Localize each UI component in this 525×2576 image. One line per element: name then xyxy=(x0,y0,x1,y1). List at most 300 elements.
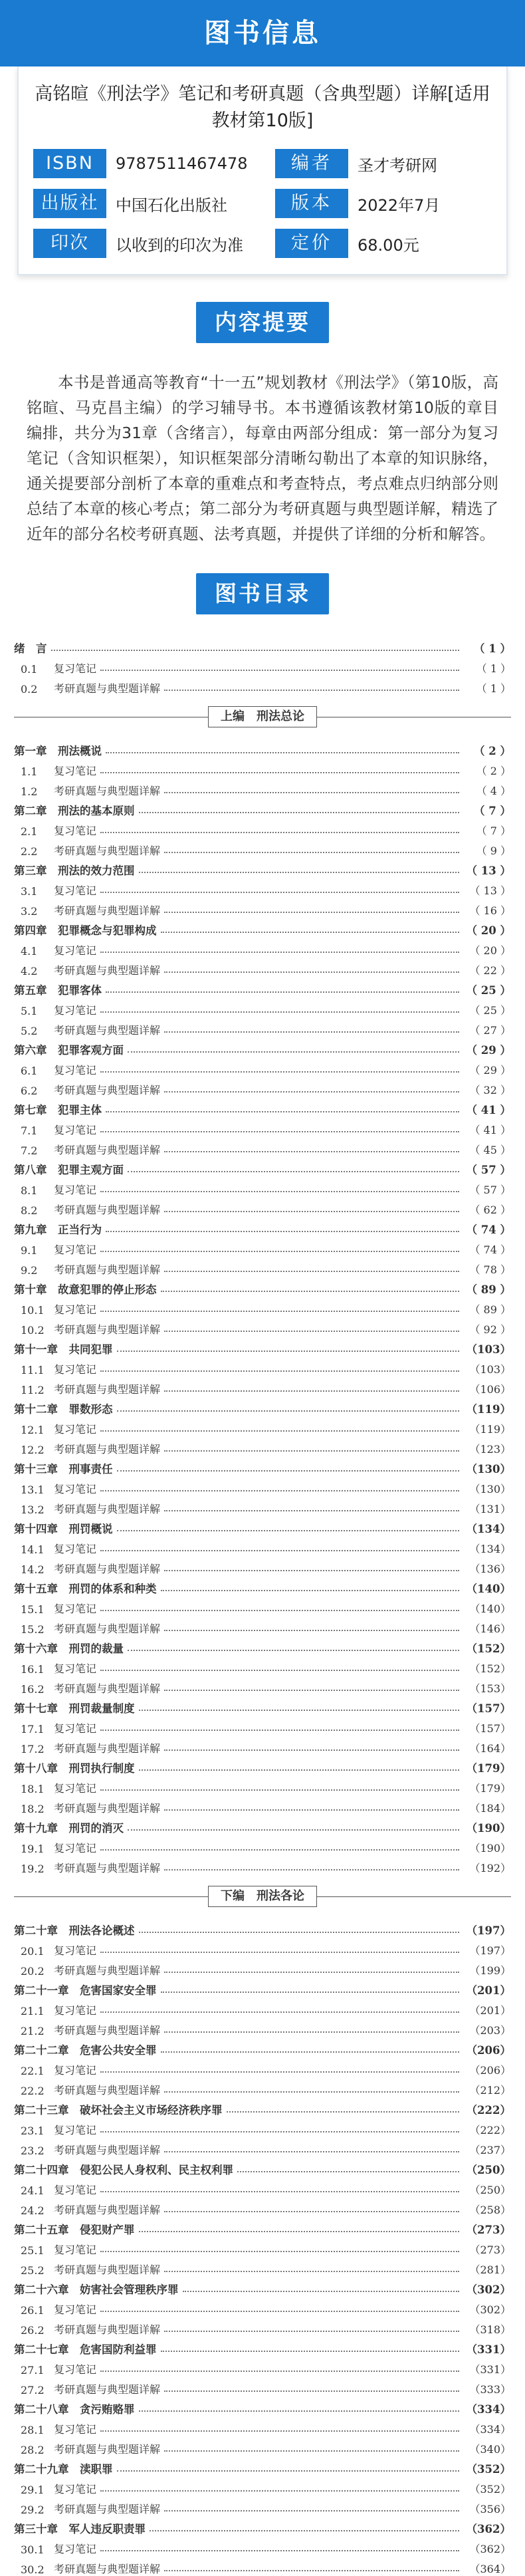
toc-entry-number: 7.1 xyxy=(21,1124,38,1137)
toc-leader-dots xyxy=(100,772,459,773)
toc-section-row[interactable] xyxy=(14,2536,511,2556)
toc-leader-dots xyxy=(100,670,459,671)
toc-section-row[interactable] xyxy=(14,958,511,977)
info-row-isbn xyxy=(33,149,492,178)
toc-entry-number: 11.1 xyxy=(21,1364,45,1376)
toc-entry-title: 复习笔记 xyxy=(54,2124,97,2136)
toc-section-row[interactable] xyxy=(14,2476,511,2496)
toc-chapter-row[interactable] xyxy=(14,1516,511,1536)
toc-entry-number: 第一章 xyxy=(14,745,47,757)
toc-section-row[interactable] xyxy=(14,656,511,676)
toc-page-number: （318） xyxy=(469,2323,511,2336)
toc-section-row[interactable] xyxy=(14,1017,511,1037)
toc-leader-dots xyxy=(139,2231,460,2232)
toc-section-row[interactable] xyxy=(14,1997,511,2017)
toc-entry-title: 考研真题与典型题详解 xyxy=(54,844,161,857)
toc-chapter-row[interactable] xyxy=(14,1815,511,1835)
toc-entry-title: 复习笔记 xyxy=(54,2004,97,2017)
toc-entry-title: 复习笔记 xyxy=(54,2303,97,2316)
toc-chapter-row[interactable] xyxy=(14,1217,511,1237)
toc-chapter-row[interactable] xyxy=(14,977,511,997)
toc-entry-number: 29.1 xyxy=(21,2484,45,2496)
toc-section-row[interactable] xyxy=(14,2556,511,2576)
toc-leader-dots xyxy=(164,1331,459,1332)
toc-entry-title: 复习笔记 xyxy=(54,825,97,837)
toc-entry-title: 复习笔记 xyxy=(54,2483,97,2496)
toc-entry-number: 17.1 xyxy=(21,1723,45,1736)
toc-entry-title: 复习笔记 xyxy=(54,1363,97,1376)
toc-section-row[interactable] xyxy=(14,2177,511,2197)
toc-leader-dots xyxy=(100,1550,459,1551)
toc-entry-number: 20.2 xyxy=(21,1965,45,1978)
toc-leader-dots xyxy=(100,2011,459,2013)
toc-chapter-row[interactable] xyxy=(14,2456,511,2476)
part-2-title: 下编 刑法各论 xyxy=(208,1886,317,1907)
toc-page-number: （ 74 ） xyxy=(466,1224,511,1236)
toc-leader-dots xyxy=(128,1650,459,1651)
toc-chapter-row[interactable] xyxy=(14,2217,511,2237)
toc-page-number: （201） xyxy=(466,1984,511,1997)
toc-chapter-row[interactable] xyxy=(14,2516,511,2536)
toc-page-number: （258） xyxy=(469,2204,511,2216)
toc-section-row[interactable] xyxy=(14,1775,511,1795)
toc-page-number: （222） xyxy=(469,2124,511,2136)
toc-section-row[interactable] xyxy=(14,878,511,898)
toc-page-number: （ 16 ） xyxy=(469,904,511,917)
toc-chapter-row[interactable] xyxy=(14,1978,511,1997)
toc-section-row[interactable] xyxy=(14,1197,511,1217)
toc-section-row[interactable] xyxy=(14,1317,511,1337)
toc-entry-title: 复习笔记 xyxy=(54,1782,97,1795)
toc-entry-number: 27.2 xyxy=(21,2384,45,2396)
toc-section-row[interactable] xyxy=(14,997,511,1017)
toc-entry-number: 第二十章 xyxy=(14,1924,58,1937)
toc-chapter-row[interactable] xyxy=(14,2037,511,2057)
toc-entry-number: 12.2 xyxy=(21,1444,45,1456)
toc-section-row[interactable] xyxy=(14,1736,511,1755)
toc-entry-number: 26.2 xyxy=(21,2324,45,2337)
toc-entry-number: 0.2 xyxy=(21,683,38,696)
toc-part2-section xyxy=(14,1918,511,2576)
toc-leader-dots xyxy=(117,1530,460,1531)
toc-page-number: （ 20 ） xyxy=(469,944,511,957)
toc-page-number: （ 57 ） xyxy=(466,1164,511,1176)
toc-entry-number: 13.1 xyxy=(21,1483,45,1496)
toc-section-row[interactable] xyxy=(14,1556,511,1576)
toc-section-row[interactable] xyxy=(14,1356,511,1376)
toc-page-number: （340） xyxy=(469,2443,511,2456)
toc-section-row[interactable] xyxy=(14,1958,511,1978)
toc-page-number: （331） xyxy=(469,2363,511,2376)
toc-section-row[interactable] xyxy=(14,1257,511,1277)
toc-page-number: （134） xyxy=(466,1523,511,1535)
toc-section-row[interactable] xyxy=(14,1177,511,1197)
toc-leader-dots xyxy=(100,1011,459,1013)
toc-leader-dots xyxy=(164,2031,459,2033)
toc-page-number: （334） xyxy=(466,2403,511,2416)
toc-section-row[interactable] xyxy=(14,2077,511,2097)
edition-label: 版本 xyxy=(275,189,348,218)
toc-leader-dots xyxy=(100,2371,459,2372)
toc-entry-number: 15.1 xyxy=(21,1603,45,1616)
toc-entry-title: 刑罚执行制度 xyxy=(58,1762,135,1775)
toc-entry-title: 复习笔记 xyxy=(54,662,97,675)
toc-entry-number: 2.2 xyxy=(21,845,38,858)
toc-chapter-row[interactable] xyxy=(14,636,511,656)
toc-page-number: （ 25 ） xyxy=(466,984,511,997)
toc-section-row[interactable] xyxy=(14,676,511,696)
toc-leader-dots xyxy=(128,1171,459,1172)
toc-section-row[interactable] xyxy=(14,1616,511,1636)
toc-page-number: （179） xyxy=(466,1762,511,1775)
toc-entry-title: 刑法各论概述 xyxy=(58,1924,135,1937)
toc-page-number: （ 32 ） xyxy=(469,1084,511,1096)
toc-entry-number: 23.2 xyxy=(21,2144,45,2157)
toc-entry-number: 第七章 xyxy=(14,1104,47,1116)
toc-section-row[interactable] xyxy=(14,1117,511,1137)
toc-section-row[interactable] xyxy=(14,1297,511,1317)
toc-chapter-row[interactable] xyxy=(14,1337,511,1356)
toc-page-number: （237） xyxy=(469,2144,511,2156)
toc-entry-number: 5.2 xyxy=(21,1025,38,1037)
table-of-contents xyxy=(14,636,511,2576)
toc-chapter-row[interactable] xyxy=(14,1755,511,1775)
toc-leader-dots xyxy=(164,2091,459,2093)
toc-entry-number: 第二十九章 xyxy=(14,2463,69,2476)
toc-entry-number: 11.2 xyxy=(21,1384,45,1396)
toc-section-row[interactable] xyxy=(14,838,511,858)
toc-chapter-row[interactable] xyxy=(14,2097,511,2117)
toc-entry-title: 破坏社会主义市场经济秩序罪 xyxy=(68,2104,223,2117)
toc-section-row[interactable] xyxy=(14,1536,511,1556)
toc-page-number: （ 57 ） xyxy=(469,1184,511,1196)
toc-entry-number: 4.2 xyxy=(21,965,38,977)
toc-leader-dots xyxy=(161,1291,460,1292)
toc-entry-number: 16.1 xyxy=(21,1663,45,1676)
toc-entry-number: 第二十二章 xyxy=(14,2044,69,2057)
toc-section-row[interactable] xyxy=(14,2416,511,2436)
toc-leader-dots xyxy=(164,1869,459,1870)
toc-leader-dots xyxy=(161,932,460,933)
toc-entry-title: 危害国家安全罪 xyxy=(68,1984,157,1997)
toc-chapter-row[interactable] xyxy=(14,918,511,938)
toc-entry-number: 第二十四章 xyxy=(14,2164,69,2176)
toc-entry-number: 29.2 xyxy=(21,2504,45,2516)
toc-page-number: （152） xyxy=(469,1662,511,1675)
toc-entry-title: 考研真题与典型题详解 xyxy=(54,2263,161,2276)
toc-section-row[interactable] xyxy=(14,2297,511,2317)
toc-section-row[interactable] xyxy=(14,2496,511,2516)
toc-chapter-row[interactable] xyxy=(14,1277,511,1297)
toc-page-number: （157） xyxy=(469,1722,511,1735)
part-divider-1 xyxy=(14,696,511,738)
toc-section-row[interactable] xyxy=(14,778,511,798)
toc-section-row[interactable] xyxy=(14,2057,511,2077)
toc-leader-dots xyxy=(164,1630,459,1631)
toc-leader-dots xyxy=(164,1151,459,1152)
toc-section-row[interactable] xyxy=(14,1596,511,1616)
toc-entry-title: 考研真题与典型题详解 xyxy=(54,1964,161,1977)
toc-page-number: （201） xyxy=(469,2004,511,2017)
toc-entry-title: 考研真题与典型题详解 xyxy=(54,2084,161,2097)
toc-section-row[interactable] xyxy=(14,898,511,918)
toc-page-number: （352） xyxy=(469,2483,511,2496)
toc-entry-title: 刑法概说 xyxy=(47,745,102,757)
toc-page-number: （ 78 ） xyxy=(469,1263,511,1276)
toc-page-number: （ 4 ） xyxy=(476,785,511,797)
toc-leader-dots xyxy=(139,872,460,873)
toc-entry-number: 第二十八章 xyxy=(14,2403,69,2416)
toc-page-number: （ 27 ） xyxy=(469,1024,511,1037)
toc-leader-dots xyxy=(106,1111,459,1112)
toc-entry-title: 复习笔记 xyxy=(54,1064,97,1077)
toc-section-row[interactable] xyxy=(14,938,511,958)
toc-entry-number: 10.2 xyxy=(21,1324,45,1337)
toc-entry-title: 渎职罪 xyxy=(68,2463,113,2476)
toc-section-row[interactable] xyxy=(14,1237,511,1257)
toc-leader-dots xyxy=(139,812,460,813)
editor-label: 编者 xyxy=(275,149,348,178)
toc-leader-dots xyxy=(100,2251,459,2252)
toc-chapter-row[interactable] xyxy=(14,1696,511,1716)
toc-entry-number: 19.1 xyxy=(21,1843,45,1855)
toc-leader-dots xyxy=(164,2570,459,2571)
toc-section-row[interactable] xyxy=(14,1057,511,1077)
toc-leader-dots xyxy=(164,1450,459,1452)
toc-leader-dots xyxy=(100,1730,459,1731)
toc-section-row[interactable] xyxy=(14,1416,511,1436)
toc-entry-title: 刑罚概说 xyxy=(58,1523,113,1535)
toc-entry-title: 刑法的效力范围 xyxy=(47,864,135,877)
toc-entry-number: 19.2 xyxy=(21,1863,45,1875)
toc-section-row[interactable] xyxy=(14,1496,511,1516)
toc-entry-title: 复习笔记 xyxy=(54,1842,97,1855)
header-banner xyxy=(0,0,525,66)
toc-leader-dots xyxy=(227,2111,460,2113)
toc-entry-title: 考研真题与典型题详解 xyxy=(54,1084,161,1096)
toc-section-row[interactable] xyxy=(14,2137,511,2157)
toc-leader-dots xyxy=(164,852,459,853)
toc-section-row[interactable] xyxy=(14,1476,511,1496)
toc-entry-title: 考研真题与典型题详解 xyxy=(54,1263,161,1276)
toc-entry-number: 5.1 xyxy=(21,1005,38,1017)
toc-chapter-row[interactable] xyxy=(14,858,511,878)
toc-section-row[interactable] xyxy=(14,1716,511,1736)
toc-section-row[interactable] xyxy=(14,2436,511,2456)
toc-entry-number: 第二十三章 xyxy=(14,2104,69,2117)
toc-page-number: （140） xyxy=(469,1603,511,1615)
toc-chapter-row[interactable] xyxy=(14,1636,511,1656)
header-title: 图书信息 xyxy=(204,18,321,49)
toc-leader-dots xyxy=(164,1749,459,1751)
toc-chapter-row[interactable] xyxy=(14,1456,511,1476)
toc-page-number: （302） xyxy=(469,2303,511,2316)
toc-entry-title: 正当行为 xyxy=(47,1224,102,1236)
toc-section-row[interactable] xyxy=(14,1676,511,1696)
toc-chapter-row[interactable] xyxy=(14,2396,511,2416)
toc-page-number: （ 9 ） xyxy=(476,844,511,857)
toc-page-number: （ 13 ） xyxy=(469,884,511,897)
toc-leader-dots xyxy=(117,1470,460,1472)
toc-leader-dots xyxy=(164,1972,459,1973)
toc-section-row[interactable] xyxy=(14,1376,511,1396)
toc-entry-number: 12.1 xyxy=(21,1424,45,1436)
toc-chapter-row[interactable] xyxy=(14,1576,511,1596)
toc-page-number: （ 20 ） xyxy=(466,924,511,937)
toc-leader-dots xyxy=(100,892,459,893)
toc-page-number: （ 2 ） xyxy=(476,765,511,777)
toc-leader-dots xyxy=(128,1829,459,1831)
toc-leader-dots xyxy=(164,971,459,973)
toc-section-row[interactable] xyxy=(14,2017,511,2037)
toc-section-row[interactable] xyxy=(14,2197,511,2217)
toc-page-number: （206） xyxy=(466,2044,511,2057)
toc-page-number: （197） xyxy=(469,1944,511,1957)
toc-section-row[interactable] xyxy=(14,2117,511,2137)
toc-entry-number: 27.1 xyxy=(21,2364,45,2377)
toc-page-number: （140） xyxy=(466,1583,511,1595)
toc-entry-number: 28.1 xyxy=(21,2424,45,2436)
toc-page-number: （130） xyxy=(469,1483,511,1495)
toc-entry-title: 考研真题与典型题详解 xyxy=(54,904,161,917)
toc-page-number: （197） xyxy=(466,1924,511,1937)
toc-entry-title: 考研真题与典型题详解 xyxy=(54,682,161,695)
toc-entry-number: 第十九章 xyxy=(14,1822,58,1835)
toc-section-row[interactable] xyxy=(14,1656,511,1676)
toc-entry-title: 危害国防利益罪 xyxy=(68,2343,157,2356)
isbn-label: ISBN xyxy=(33,149,106,178)
toc-section-row[interactable] xyxy=(14,1835,511,1855)
toc-page-number: （ 1 ） xyxy=(474,642,511,655)
toc-chapter-row[interactable] xyxy=(14,1157,511,1177)
toc-section-row[interactable] xyxy=(14,2357,511,2377)
toc-page-number: （ 41 ） xyxy=(469,1124,511,1136)
toc-section-row[interactable] xyxy=(14,1137,511,1157)
toc-section-row[interactable] xyxy=(14,818,511,838)
toc-entry-number: 6.2 xyxy=(21,1085,38,1097)
toc-entry-title: 复习笔记 xyxy=(54,2363,97,2376)
toc-entry-title: 刑罚的消灭 xyxy=(58,1822,124,1835)
toc-section-row[interactable] xyxy=(14,2377,511,2396)
toc-leader-dots xyxy=(164,2151,459,2152)
toc-leader-dots xyxy=(164,1510,459,1511)
toc-entry-number: 第十六章 xyxy=(14,1642,58,1655)
toc-page-number: （134） xyxy=(469,1543,511,1555)
toc-entry-number: 23.1 xyxy=(21,2125,45,2137)
toc-page-number: （356） xyxy=(469,2503,511,2515)
toc-entry-number: 第二十五章 xyxy=(14,2224,69,2236)
book-info-card xyxy=(17,66,508,275)
toc-page-number: （131） xyxy=(469,1503,511,1515)
toc-entry-number: 第十章 xyxy=(14,1283,47,1296)
toc-page-number: （ 25 ） xyxy=(469,1004,511,1017)
toc-leader-dots xyxy=(161,2051,460,2053)
toc-entry-title: 复习笔记 xyxy=(54,1483,97,1495)
isbn-value: 9787511467478 xyxy=(116,154,248,173)
toc-chapter-row[interactable] xyxy=(14,1097,511,1117)
toc-leader-dots xyxy=(183,2291,460,2292)
toc-entry-title: 侵犯财产罪 xyxy=(68,2224,135,2236)
toc-section-row[interactable] xyxy=(14,1938,511,1958)
toc-entry-title: 考研真题与典型题详解 xyxy=(54,1682,161,1695)
toc-entry-number: 第三章 xyxy=(14,864,47,877)
printing-label: 印次 xyxy=(33,229,106,258)
toc-section-row[interactable] xyxy=(14,2237,511,2257)
toc-page-number: （ 1 ） xyxy=(476,682,511,695)
toc-entry-title: 侵犯公民人身权利、民主权利罪 xyxy=(68,2164,233,2176)
toc-leader-dots xyxy=(106,991,459,993)
toc-entry-number: 7.2 xyxy=(21,1144,38,1157)
toc-section-row[interactable] xyxy=(14,1077,511,1097)
toc-chapter-row[interactable] xyxy=(14,2277,511,2297)
toc-entry-number: 1.2 xyxy=(21,785,38,798)
toc-chapter-row[interactable] xyxy=(14,1918,511,1938)
toc-chapter-row[interactable] xyxy=(14,1396,511,1416)
toc-page-number: （ 29 ） xyxy=(469,1064,511,1077)
toc-chapter-row[interactable] xyxy=(14,738,511,758)
toc-leader-dots xyxy=(100,2071,459,2073)
toc-entry-number: 第十三章 xyxy=(14,1463,58,1476)
toc-section-row[interactable] xyxy=(14,2257,511,2277)
toc-entry-title: 考研真题与典型题详解 xyxy=(54,1383,161,1396)
toc-chapter-row[interactable] xyxy=(14,1037,511,1057)
toc-chapter-row[interactable] xyxy=(14,798,511,818)
toc-chapter-row[interactable] xyxy=(14,2337,511,2357)
toc-entry-number: 14.1 xyxy=(21,1543,45,1556)
toc-entry-number: 10.1 xyxy=(21,1304,45,1317)
toc-page-number: （ 2 ） xyxy=(474,745,511,757)
toc-page-number: （157） xyxy=(466,1702,511,1715)
toc-section-row[interactable] xyxy=(14,1855,511,1875)
toc-entry-number: 绪 言 xyxy=(14,642,47,655)
toc-leader-dots xyxy=(100,1131,459,1132)
toc-chapter-row[interactable] xyxy=(14,2157,511,2177)
toc-section-row[interactable] xyxy=(14,2317,511,2337)
toc-section-row[interactable] xyxy=(14,1795,511,1815)
toc-entry-title: 复习笔记 xyxy=(54,944,97,957)
toc-leader-dots xyxy=(100,1370,459,1372)
toc-entry-number: 2.1 xyxy=(21,825,38,838)
toc-entry-number: 第十四章 xyxy=(14,1523,58,1535)
toc-leader-dots xyxy=(100,1430,459,1432)
toc-entry-title: 犯罪主体 xyxy=(47,1104,102,1116)
toc-section-row[interactable] xyxy=(14,758,511,778)
toc-entry-title: 复习笔记 xyxy=(54,884,97,897)
toc-leader-dots xyxy=(139,2410,460,2412)
toc-page-number: （103） xyxy=(466,1343,511,1356)
toc-entry-title: 复习笔记 xyxy=(54,2244,97,2256)
toc-page-number: （ 1 ） xyxy=(476,662,511,675)
toc-entry-title: 复习笔记 xyxy=(54,1543,97,1555)
toc-entry-title: 考研真题与典型题详解 xyxy=(54,2024,161,2037)
toc-leader-dots xyxy=(100,1789,459,1791)
toc-section-row[interactable] xyxy=(14,1436,511,1456)
toc-entry-number: 8.2 xyxy=(21,1204,38,1217)
toc-leader-dots xyxy=(106,1231,459,1232)
toc-entry-number: 25.1 xyxy=(21,2244,45,2257)
info-row-printing xyxy=(33,229,492,258)
toc-page-number: （199） xyxy=(469,1964,511,1977)
toc-leader-dots xyxy=(161,1992,460,1993)
toc-leader-dots xyxy=(164,2271,459,2272)
toc-entry-title: 考研真题与典型题详解 xyxy=(54,2503,161,2515)
book-title: 高铭暄《刑法学》笔记和考研真题（含典型题）详解[适用教材第10版] xyxy=(35,84,490,131)
toc-entry-number: 第九章 xyxy=(14,1224,47,1236)
toc-entry-title: 刑罚的体系和种类 xyxy=(58,1583,157,1595)
toc-page-number: （ 7 ） xyxy=(474,805,511,817)
toc-entry-number: 0.1 xyxy=(21,663,38,676)
toc-part1-section xyxy=(14,738,511,1875)
